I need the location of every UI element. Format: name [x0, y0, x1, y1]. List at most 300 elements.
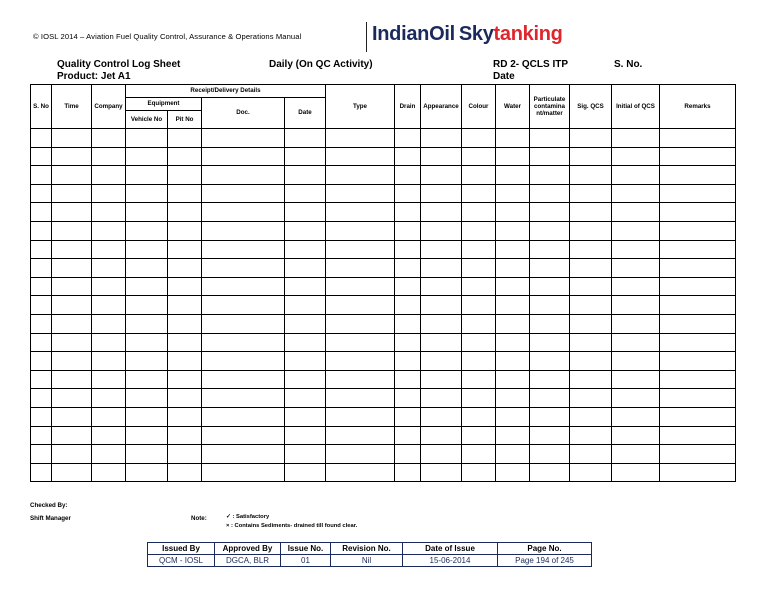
log-cell[interactable]: [530, 240, 570, 259]
log-cell[interactable]: [168, 370, 202, 389]
log-cell[interactable]: [421, 221, 462, 240]
log-cell[interactable]: [570, 296, 612, 315]
log-cell[interactable]: [570, 259, 612, 278]
log-cell[interactable]: [52, 240, 92, 259]
log-cell[interactable]: [462, 147, 496, 166]
log-cell[interactable]: [496, 296, 530, 315]
log-cell[interactable]: [31, 389, 52, 408]
log-cell[interactable]: [31, 147, 52, 166]
log-cell[interactable]: [496, 352, 530, 371]
log-cell[interactable]: [660, 296, 736, 315]
log-cell[interactable]: [202, 407, 285, 426]
log-cell[interactable]: [462, 259, 496, 278]
log-cell[interactable]: [421, 352, 462, 371]
log-cell[interactable]: [202, 184, 285, 203]
log-cell[interactable]: [612, 203, 660, 222]
log-cell[interactable]: [52, 129, 92, 148]
log-cell[interactable]: [31, 370, 52, 389]
log-cell[interactable]: [126, 314, 168, 333]
log-cell[interactable]: [202, 314, 285, 333]
log-cell[interactable]: [496, 370, 530, 389]
log-cell[interactable]: [530, 147, 570, 166]
log-cell[interactable]: [326, 389, 395, 408]
log-cell[interactable]: [395, 445, 421, 464]
log-cell[interactable]: [202, 147, 285, 166]
log-cell[interactable]: [570, 314, 612, 333]
log-cell[interactable]: [168, 445, 202, 464]
log-cell[interactable]: [92, 296, 126, 315]
log-cell[interactable]: [612, 221, 660, 240]
log-cell[interactable]: [326, 314, 395, 333]
log-cell[interactable]: [285, 296, 326, 315]
log-cell[interactable]: [496, 389, 530, 408]
log-cell[interactable]: [126, 259, 168, 278]
log-cell[interactable]: [570, 203, 612, 222]
log-cell[interactable]: [168, 463, 202, 482]
log-cell[interactable]: [496, 463, 530, 482]
log-cell[interactable]: [570, 184, 612, 203]
log-cell[interactable]: [496, 407, 530, 426]
log-cell[interactable]: [31, 445, 52, 464]
log-cell[interactable]: [92, 203, 126, 222]
log-cell[interactable]: [421, 426, 462, 445]
log-cell[interactable]: [92, 277, 126, 296]
log-cell[interactable]: [52, 314, 92, 333]
log-cell[interactable]: [126, 296, 168, 315]
log-cell[interactable]: [660, 426, 736, 445]
log-cell[interactable]: [496, 166, 530, 185]
log-cell[interactable]: [395, 259, 421, 278]
log-cell[interactable]: [126, 166, 168, 185]
log-cell[interactable]: [395, 407, 421, 426]
log-cell[interactable]: [612, 277, 660, 296]
log-cell[interactable]: [285, 184, 326, 203]
log-cell[interactable]: [285, 352, 326, 371]
log-cell[interactable]: [126, 129, 168, 148]
log-cell[interactable]: [31, 296, 52, 315]
log-cell[interactable]: [326, 445, 395, 464]
log-cell[interactable]: [326, 277, 395, 296]
log-cell[interactable]: [530, 129, 570, 148]
log-cell[interactable]: [202, 129, 285, 148]
log-cell[interactable]: [92, 389, 126, 408]
log-cell[interactable]: [660, 203, 736, 222]
log-cell[interactable]: [168, 184, 202, 203]
log-cell[interactable]: [660, 129, 736, 148]
log-cell[interactable]: [570, 166, 612, 185]
log-cell[interactable]: [496, 184, 530, 203]
log-cell[interactable]: [570, 407, 612, 426]
log-cell[interactable]: [326, 370, 395, 389]
log-cell[interactable]: [496, 240, 530, 259]
log-cell[interactable]: [285, 445, 326, 464]
log-cell[interactable]: [395, 370, 421, 389]
log-cell[interactable]: [31, 166, 52, 185]
log-cell[interactable]: [31, 463, 52, 482]
log-cell[interactable]: [421, 296, 462, 315]
log-cell[interactable]: [530, 259, 570, 278]
log-cell[interactable]: [168, 352, 202, 371]
log-cell[interactable]: [395, 314, 421, 333]
log-cell[interactable]: [326, 426, 395, 445]
log-cell[interactable]: [660, 389, 736, 408]
log-cell[interactable]: [421, 370, 462, 389]
log-cell[interactable]: [92, 221, 126, 240]
log-cell[interactable]: [530, 389, 570, 408]
log-cell[interactable]: [570, 463, 612, 482]
log-cell[interactable]: [530, 426, 570, 445]
log-cell[interactable]: [92, 129, 126, 148]
log-cell[interactable]: [660, 147, 736, 166]
log-cell[interactable]: [285, 221, 326, 240]
log-cell[interactable]: [168, 277, 202, 296]
log-cell[interactable]: [570, 389, 612, 408]
log-cell[interactable]: [92, 333, 126, 352]
log-cell[interactable]: [202, 277, 285, 296]
log-cell[interactable]: [126, 333, 168, 352]
log-cell[interactable]: [126, 352, 168, 371]
log-cell[interactable]: [202, 445, 285, 464]
log-cell[interactable]: [202, 352, 285, 371]
log-cell[interactable]: [92, 445, 126, 464]
log-cell[interactable]: [202, 370, 285, 389]
log-cell[interactable]: [395, 240, 421, 259]
log-cell[interactable]: [612, 240, 660, 259]
log-cell[interactable]: [168, 296, 202, 315]
log-cell[interactable]: [31, 221, 52, 240]
log-cell[interactable]: [52, 352, 92, 371]
log-cell[interactable]: [395, 147, 421, 166]
log-cell[interactable]: [496, 259, 530, 278]
log-cell[interactable]: [168, 203, 202, 222]
log-cell[interactable]: [462, 370, 496, 389]
log-cell[interactable]: [462, 129, 496, 148]
log-cell[interactable]: [52, 277, 92, 296]
log-cell[interactable]: [52, 203, 92, 222]
log-cell[interactable]: [395, 426, 421, 445]
log-cell[interactable]: [326, 203, 395, 222]
log-cell[interactable]: [421, 389, 462, 408]
log-cell[interactable]: [570, 221, 612, 240]
log-cell[interactable]: [326, 463, 395, 482]
log-cell[interactable]: [421, 184, 462, 203]
log-cell[interactable]: [570, 426, 612, 445]
log-cell[interactable]: [612, 166, 660, 185]
log-cell[interactable]: [126, 407, 168, 426]
log-cell[interactable]: [202, 203, 285, 222]
log-cell[interactable]: [202, 426, 285, 445]
log-cell[interactable]: [496, 147, 530, 166]
log-cell[interactable]: [660, 407, 736, 426]
log-cell[interactable]: [31, 184, 52, 203]
log-cell[interactable]: [421, 333, 462, 352]
log-cell[interactable]: [462, 184, 496, 203]
log-cell[interactable]: [530, 203, 570, 222]
log-cell[interactable]: [202, 389, 285, 408]
log-cell[interactable]: [570, 333, 612, 352]
log-cell[interactable]: [92, 147, 126, 166]
log-cell[interactable]: [52, 259, 92, 278]
log-cell[interactable]: [496, 333, 530, 352]
log-cell[interactable]: [496, 203, 530, 222]
log-cell[interactable]: [530, 184, 570, 203]
log-cell[interactable]: [395, 296, 421, 315]
log-cell[interactable]: [326, 147, 395, 166]
log-cell[interactable]: [612, 352, 660, 371]
log-cell[interactable]: [285, 277, 326, 296]
log-cell[interactable]: [421, 314, 462, 333]
log-cell[interactable]: [530, 277, 570, 296]
log-cell[interactable]: [530, 221, 570, 240]
log-cell[interactable]: [421, 259, 462, 278]
log-cell[interactable]: [52, 333, 92, 352]
log-cell[interactable]: [612, 184, 660, 203]
log-cell[interactable]: [570, 129, 612, 148]
log-cell[interactable]: [126, 370, 168, 389]
log-cell[interactable]: [421, 277, 462, 296]
log-cell[interactable]: [168, 221, 202, 240]
log-cell[interactable]: [530, 314, 570, 333]
log-cell[interactable]: [395, 352, 421, 371]
log-cell[interactable]: [462, 463, 496, 482]
log-cell[interactable]: [31, 407, 52, 426]
log-cell[interactable]: [31, 426, 52, 445]
log-cell[interactable]: [126, 221, 168, 240]
log-cell[interactable]: [530, 407, 570, 426]
log-cell[interactable]: [462, 240, 496, 259]
log-cell[interactable]: [326, 296, 395, 315]
log-cell[interactable]: [92, 184, 126, 203]
log-cell[interactable]: [395, 184, 421, 203]
log-cell[interactable]: [612, 333, 660, 352]
log-cell[interactable]: [285, 166, 326, 185]
log-cell[interactable]: [395, 221, 421, 240]
log-cell[interactable]: [52, 463, 92, 482]
log-cell[interactable]: [496, 221, 530, 240]
log-cell[interactable]: [202, 463, 285, 482]
log-cell[interactable]: [202, 166, 285, 185]
log-cell[interactable]: [285, 463, 326, 482]
log-cell[interactable]: [202, 333, 285, 352]
log-cell[interactable]: [285, 389, 326, 408]
log-cell[interactable]: [395, 129, 421, 148]
log-cell[interactable]: [395, 203, 421, 222]
log-cell[interactable]: [168, 240, 202, 259]
log-cell[interactable]: [285, 259, 326, 278]
log-cell[interactable]: [52, 147, 92, 166]
log-cell[interactable]: [612, 314, 660, 333]
log-cell[interactable]: [570, 277, 612, 296]
log-cell[interactable]: [530, 166, 570, 185]
log-cell[interactable]: [126, 445, 168, 464]
log-cell[interactable]: [52, 184, 92, 203]
log-cell[interactable]: [52, 389, 92, 408]
log-cell[interactable]: [31, 277, 52, 296]
log-cell[interactable]: [660, 166, 736, 185]
log-cell[interactable]: [395, 166, 421, 185]
log-cell[interactable]: [52, 426, 92, 445]
log-cell[interactable]: [530, 296, 570, 315]
log-cell[interactable]: [52, 407, 92, 426]
log-cell[interactable]: [660, 259, 736, 278]
log-cell[interactable]: [496, 277, 530, 296]
log-cell[interactable]: [126, 147, 168, 166]
log-cell[interactable]: [530, 352, 570, 371]
log-cell[interactable]: [92, 240, 126, 259]
log-cell[interactable]: [326, 240, 395, 259]
log-cell[interactable]: [462, 445, 496, 464]
log-cell[interactable]: [660, 352, 736, 371]
log-cell[interactable]: [660, 240, 736, 259]
log-cell[interactable]: [496, 445, 530, 464]
log-cell[interactable]: [92, 370, 126, 389]
log-cell[interactable]: [126, 426, 168, 445]
log-cell[interactable]: [31, 352, 52, 371]
log-cell[interactable]: [462, 426, 496, 445]
log-cell[interactable]: [168, 147, 202, 166]
log-cell[interactable]: [326, 166, 395, 185]
log-cell[interactable]: [31, 240, 52, 259]
log-cell[interactable]: [570, 445, 612, 464]
log-cell[interactable]: [530, 370, 570, 389]
log-cell[interactable]: [421, 147, 462, 166]
log-cell[interactable]: [421, 445, 462, 464]
log-cell[interactable]: [52, 370, 92, 389]
log-cell[interactable]: [612, 129, 660, 148]
log-cell[interactable]: [326, 221, 395, 240]
log-cell[interactable]: [92, 259, 126, 278]
log-cell[interactable]: [496, 426, 530, 445]
log-cell[interactable]: [126, 389, 168, 408]
log-cell[interactable]: [285, 240, 326, 259]
log-cell[interactable]: [326, 129, 395, 148]
log-cell[interactable]: [496, 129, 530, 148]
log-cell[interactable]: [92, 314, 126, 333]
log-cell[interactable]: [570, 370, 612, 389]
log-cell[interactable]: [202, 296, 285, 315]
log-cell[interactable]: [168, 166, 202, 185]
log-cell[interactable]: [660, 333, 736, 352]
log-cell[interactable]: [421, 463, 462, 482]
log-cell[interactable]: [612, 370, 660, 389]
log-cell[interactable]: [660, 277, 736, 296]
log-cell[interactable]: [395, 389, 421, 408]
log-cell[interactable]: [326, 333, 395, 352]
log-cell[interactable]: [570, 352, 612, 371]
log-cell[interactable]: [52, 221, 92, 240]
log-cell[interactable]: [326, 259, 395, 278]
log-cell[interactable]: [462, 389, 496, 408]
log-cell[interactable]: [202, 240, 285, 259]
log-cell[interactable]: [52, 166, 92, 185]
log-cell[interactable]: [126, 240, 168, 259]
log-cell[interactable]: [462, 333, 496, 352]
log-cell[interactable]: [92, 352, 126, 371]
log-cell[interactable]: [285, 426, 326, 445]
log-cell[interactable]: [92, 407, 126, 426]
log-cell[interactable]: [421, 166, 462, 185]
log-cell[interactable]: [285, 407, 326, 426]
log-cell[interactable]: [570, 240, 612, 259]
log-cell[interactable]: [462, 203, 496, 222]
log-cell[interactable]: [462, 352, 496, 371]
log-cell[interactable]: [92, 166, 126, 185]
log-cell[interactable]: [285, 333, 326, 352]
log-cell[interactable]: [462, 221, 496, 240]
log-cell[interactable]: [612, 445, 660, 464]
log-cell[interactable]: [660, 184, 736, 203]
log-cell[interactable]: [660, 445, 736, 464]
log-cell[interactable]: [660, 370, 736, 389]
log-cell[interactable]: [52, 296, 92, 315]
log-cell[interactable]: [395, 463, 421, 482]
log-cell[interactable]: [660, 314, 736, 333]
log-cell[interactable]: [570, 147, 612, 166]
log-cell[interactable]: [660, 221, 736, 240]
log-cell[interactable]: [92, 426, 126, 445]
log-cell[interactable]: [285, 147, 326, 166]
log-cell[interactable]: [395, 277, 421, 296]
log-cell[interactable]: [31, 259, 52, 278]
log-cell[interactable]: [168, 389, 202, 408]
log-cell[interactable]: [462, 296, 496, 315]
log-cell[interactable]: [168, 407, 202, 426]
log-cell[interactable]: [462, 407, 496, 426]
log-cell[interactable]: [421, 203, 462, 222]
log-cell[interactable]: [31, 129, 52, 148]
log-cell[interactable]: [530, 333, 570, 352]
log-cell[interactable]: [395, 333, 421, 352]
log-cell[interactable]: [496, 314, 530, 333]
log-cell[interactable]: [202, 221, 285, 240]
log-cell[interactable]: [421, 240, 462, 259]
log-cell[interactable]: [168, 129, 202, 148]
log-cell[interactable]: [31, 203, 52, 222]
log-cell[interactable]: [612, 259, 660, 278]
log-cell[interactable]: [421, 129, 462, 148]
log-cell[interactable]: [612, 147, 660, 166]
log-cell[interactable]: [660, 463, 736, 482]
log-cell[interactable]: [168, 259, 202, 278]
log-cell[interactable]: [612, 407, 660, 426]
log-cell[interactable]: [126, 203, 168, 222]
log-cell[interactable]: [126, 463, 168, 482]
log-cell[interactable]: [285, 129, 326, 148]
log-cell[interactable]: [462, 314, 496, 333]
log-cell[interactable]: [168, 333, 202, 352]
log-cell[interactable]: [285, 203, 326, 222]
log-cell[interactable]: [612, 426, 660, 445]
log-cell[interactable]: [168, 426, 202, 445]
log-cell[interactable]: [326, 407, 395, 426]
log-cell[interactable]: [326, 352, 395, 371]
log-cell[interactable]: [285, 314, 326, 333]
log-cell[interactable]: [462, 277, 496, 296]
log-cell[interactable]: [462, 166, 496, 185]
log-cell[interactable]: [421, 407, 462, 426]
log-cell[interactable]: [52, 445, 92, 464]
log-cell[interactable]: [92, 463, 126, 482]
log-cell[interactable]: [612, 389, 660, 408]
log-cell[interactable]: [31, 314, 52, 333]
log-cell[interactable]: [168, 314, 202, 333]
log-cell[interactable]: [530, 445, 570, 464]
log-cell[interactable]: [202, 259, 285, 278]
log-cell[interactable]: [612, 463, 660, 482]
log-cell[interactable]: [612, 296, 660, 315]
log-cell[interactable]: [31, 333, 52, 352]
log-cell[interactable]: [285, 370, 326, 389]
